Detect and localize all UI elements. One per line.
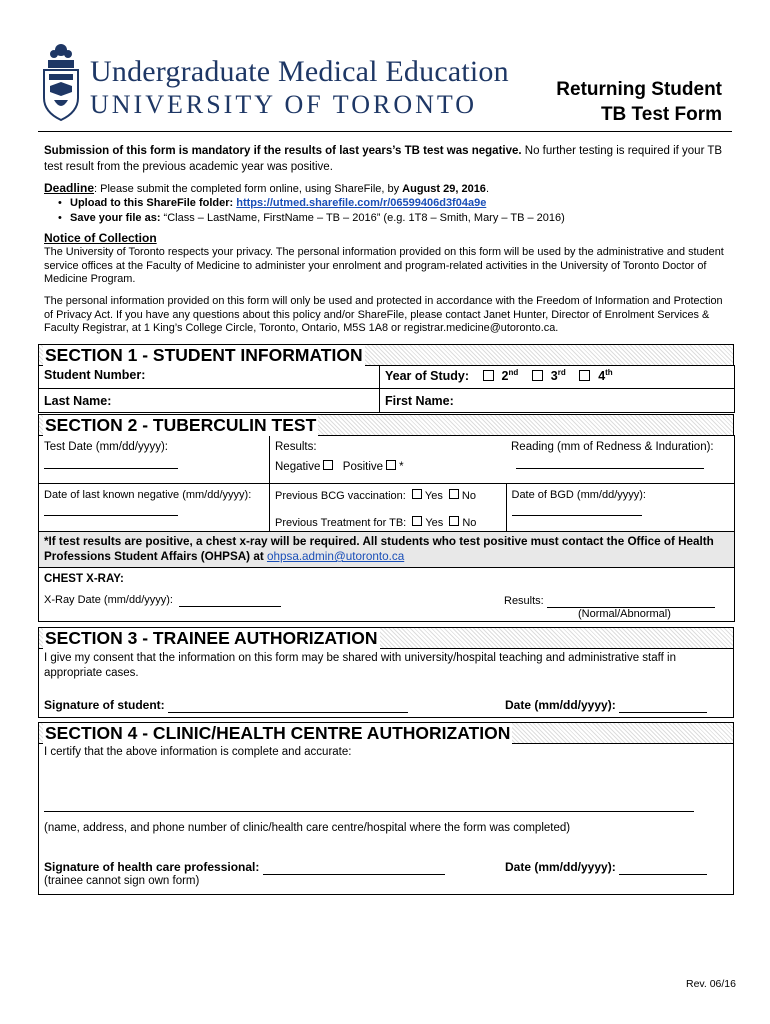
xray-results-label: Results: — [504, 595, 544, 607]
prev-treatment-label: Previous Treatment for TB: — [275, 517, 407, 529]
document-title — [556, 77, 722, 127]
revision-label: Rev. 06/16 — [685, 978, 736, 990]
chest-xray-label: CHEST X-RAY: — [44, 573, 124, 585]
student-date-row — [505, 698, 707, 713]
section1-header — [38, 344, 734, 366]
deadline-end: . — [485, 183, 489, 195]
test-date-input[interactable] — [44, 468, 178, 469]
university-crest-logo — [40, 42, 82, 124]
section3-body — [38, 649, 734, 718]
hcp-date-input[interactable] — [619, 860, 707, 875]
student-info-table — [38, 365, 735, 413]
student-number-field[interactable]: Student Number: — [39, 366, 380, 389]
reading-cell — [506, 436, 735, 484]
section1-title: SECTION 1 - STUDENT INFORMATION — [45, 345, 363, 365]
header-divider — [38, 131, 732, 132]
mandatory-bold: Submission of this form is mandatory if the results of last years’s TB test was negative. — [44, 145, 522, 157]
section4 — [38, 722, 734, 895]
section1 — [38, 344, 734, 413]
normal-abnormal-hint: (Normal/Abnormal) — [578, 608, 671, 620]
section2-title: SECTION 2 - TUBERCULIN TEST — [45, 415, 317, 435]
treatment-row — [275, 516, 501, 529]
student-date-input[interactable] — [619, 698, 707, 713]
bgd-date-label: Date of BGD (mm/dd/yyyy): — [511, 489, 646, 501]
mandatory-notice — [44, 143, 734, 175]
prev-bcg-label: Previous BCG vaccination: — [275, 490, 406, 502]
trainee-note: (trainee cannot sign own form) — [44, 875, 200, 887]
chest-xray-cell — [39, 568, 735, 622]
hcp-signature-row — [44, 860, 445, 875]
hcp-signature-input[interactable] — [263, 860, 445, 875]
last-negative-cell — [39, 484, 270, 532]
positive-checkbox[interactable] — [386, 460, 396, 470]
xray-date-input[interactable] — [179, 594, 281, 607]
notice-heading: Notice of Collection — [44, 231, 157, 245]
year-of-study-field — [380, 366, 735, 389]
treatment-yes-checkbox[interactable] — [412, 516, 422, 526]
section4-body — [38, 744, 734, 895]
list-item — [44, 212, 734, 225]
treatment-no-label: No — [462, 517, 477, 529]
deadline-date: August 29, 2016 — [402, 183, 486, 195]
test-date-cell — [39, 436, 270, 484]
bgd-date-cell — [506, 484, 735, 532]
negative-checkbox[interactable] — [323, 460, 333, 470]
year-2-checkbox[interactable] — [483, 370, 494, 381]
bcg-yes-checkbox[interactable] — [412, 489, 422, 499]
treatment-yes-label: Yes — [425, 517, 444, 529]
bcg-no-checkbox[interactable] — [449, 489, 459, 499]
save-as-text: “Class – LastName, FirstName – TB – 2016” (e.g. 1T8 – Smith, Mary – TB – 2016) — [163, 212, 565, 224]
year-2-label: 2nd — [501, 368, 519, 384]
hcp-date-label: Date (mm/dd/yyyy): — [505, 860, 616, 874]
section3-header — [38, 627, 734, 649]
reading-label: Reading (mm of Redness & Induration): — [511, 441, 714, 453]
bcg-treatment-cell — [270, 484, 507, 532]
year-4-checkbox[interactable] — [579, 370, 590, 381]
notice-para1: The University of Toronto respects your privacy. The personal information provided on this form will be used by the administrative and student service offices at the Faculty of Medicine to administer your enrolment and program-related activities in the University of Toronto Doctor of Medicine Program. — [44, 246, 724, 285]
student-date-label: Date (mm/dd/yyyy): — [505, 698, 616, 712]
save-as-label: Save your file as: — [70, 212, 164, 224]
last-negative-label: Date of last known negative (mm/dd/yyyy): — [44, 489, 252, 501]
clinic-caption: (name, address, and phone number of clinic/health care centre/hospital where the form was completed) — [44, 822, 571, 834]
year-4-label: 4th — [598, 368, 613, 384]
section3-title: SECTION 3 - TRAINEE AUTHORIZATION — [45, 628, 378, 648]
title-line2: TB Test Form — [600, 104, 722, 125]
student-signature-input[interactable] — [168, 698, 408, 713]
year-3-label: 3rd — [550, 368, 566, 384]
results-cell — [270, 436, 507, 484]
last-negative-input[interactable] — [44, 515, 178, 516]
hcp-date-row — [505, 860, 707, 875]
org-name-line1: Undergraduate Medical Education — [90, 55, 509, 88]
certify-text: I certify that the above information is complete and accurate: — [44, 746, 352, 758]
title-line1: Returning Student — [556, 79, 722, 100]
section3 — [38, 627, 734, 718]
section2 — [38, 414, 734, 622]
tuberculin-table — [38, 435, 735, 622]
negative-label: Negative — [275, 461, 321, 473]
section4-header — [38, 722, 734, 744]
sharefile-link[interactable]: https://utmed.sharefile.com/r/06599406d3f04a9e — [236, 197, 487, 209]
clinic-info-input[interactable] — [44, 811, 694, 812]
positive-note-text: *If test results are positive, a chest x-ray will be required. All students who test positive must contact the Office of Health Professions Student Affairs (OHPSA) at — [44, 535, 714, 563]
bcg-yes-label: Yes — [424, 490, 443, 502]
results-label: Results: — [275, 441, 317, 453]
student-signature-row — [44, 698, 408, 713]
hcp-signature-label: Signature of health care professional: — [44, 860, 260, 874]
positive-label: Positive — [342, 461, 384, 473]
bcg-no-label: No — [461, 490, 476, 502]
ohpsa-email-link[interactable]: ohpsa.admin@utoronto.ca — [266, 550, 405, 563]
mandatory-rest: No further testing is required if your TB test result from the previous academic year was positive. — [44, 145, 723, 173]
consent-text: I give my consent that the information on this form may be shared with university/hospital teaching and administrative staff in appropriate cases. — [44, 652, 676, 679]
reading-input[interactable] — [516, 468, 704, 469]
deadline-text: : Please submit the completed form online, using ShareFile, by — [94, 183, 403, 195]
first-name-field[interactable]: First Name: — [380, 389, 735, 413]
year-of-study-label: Year of Study: — [385, 369, 470, 384]
deadline-bullets — [44, 197, 734, 225]
last-name-field[interactable]: Last Name: — [39, 389, 380, 413]
xray-results-input[interactable] — [547, 595, 715, 608]
positive-note — [39, 532, 735, 568]
student-signature-label: Signature of student: — [44, 698, 165, 712]
bgd-date-input[interactable] — [512, 515, 642, 516]
section4-title: SECTION 4 - CLINIC/HEALTH CENTRE AUTHORIZATION — [45, 723, 511, 743]
positive-asterisk: * — [399, 461, 404, 473]
org-name-line2: UNIVERSITY OF TORONTO — [90, 90, 478, 119]
bcg-row — [275, 489, 501, 502]
deadline-line — [44, 181, 734, 197]
section2-header — [38, 414, 734, 436]
test-date-label: Test Date (mm/dd/yyyy): — [44, 441, 168, 453]
treatment-no-checkbox[interactable] — [449, 516, 459, 526]
results-options — [275, 460, 501, 473]
sharefile-label: Upload to this ShareFile folder: — [70, 197, 237, 209]
list-item — [44, 197, 734, 210]
xray-results-row — [504, 595, 715, 620]
year-3-checkbox[interactable] — [532, 370, 543, 381]
deadline-label: Deadline — [44, 181, 95, 195]
xray-date-label: X-Ray Date (mm/dd/yyyy): — [44, 594, 173, 606]
notice-para2: The personal information provided on this form will only be used and protected in accordance with the Freedom of Information and Protection of Privacy Act. If you have any questions about this policy and/or ShareFile, please contact Janet Hunter, Director of Enrolment Services & Faculty Registrar, at 1 King’s College Circle, Toronto, Ontario, M5S 1A8 or registrar.medicine@utoronto.ca. — [44, 295, 723, 334]
